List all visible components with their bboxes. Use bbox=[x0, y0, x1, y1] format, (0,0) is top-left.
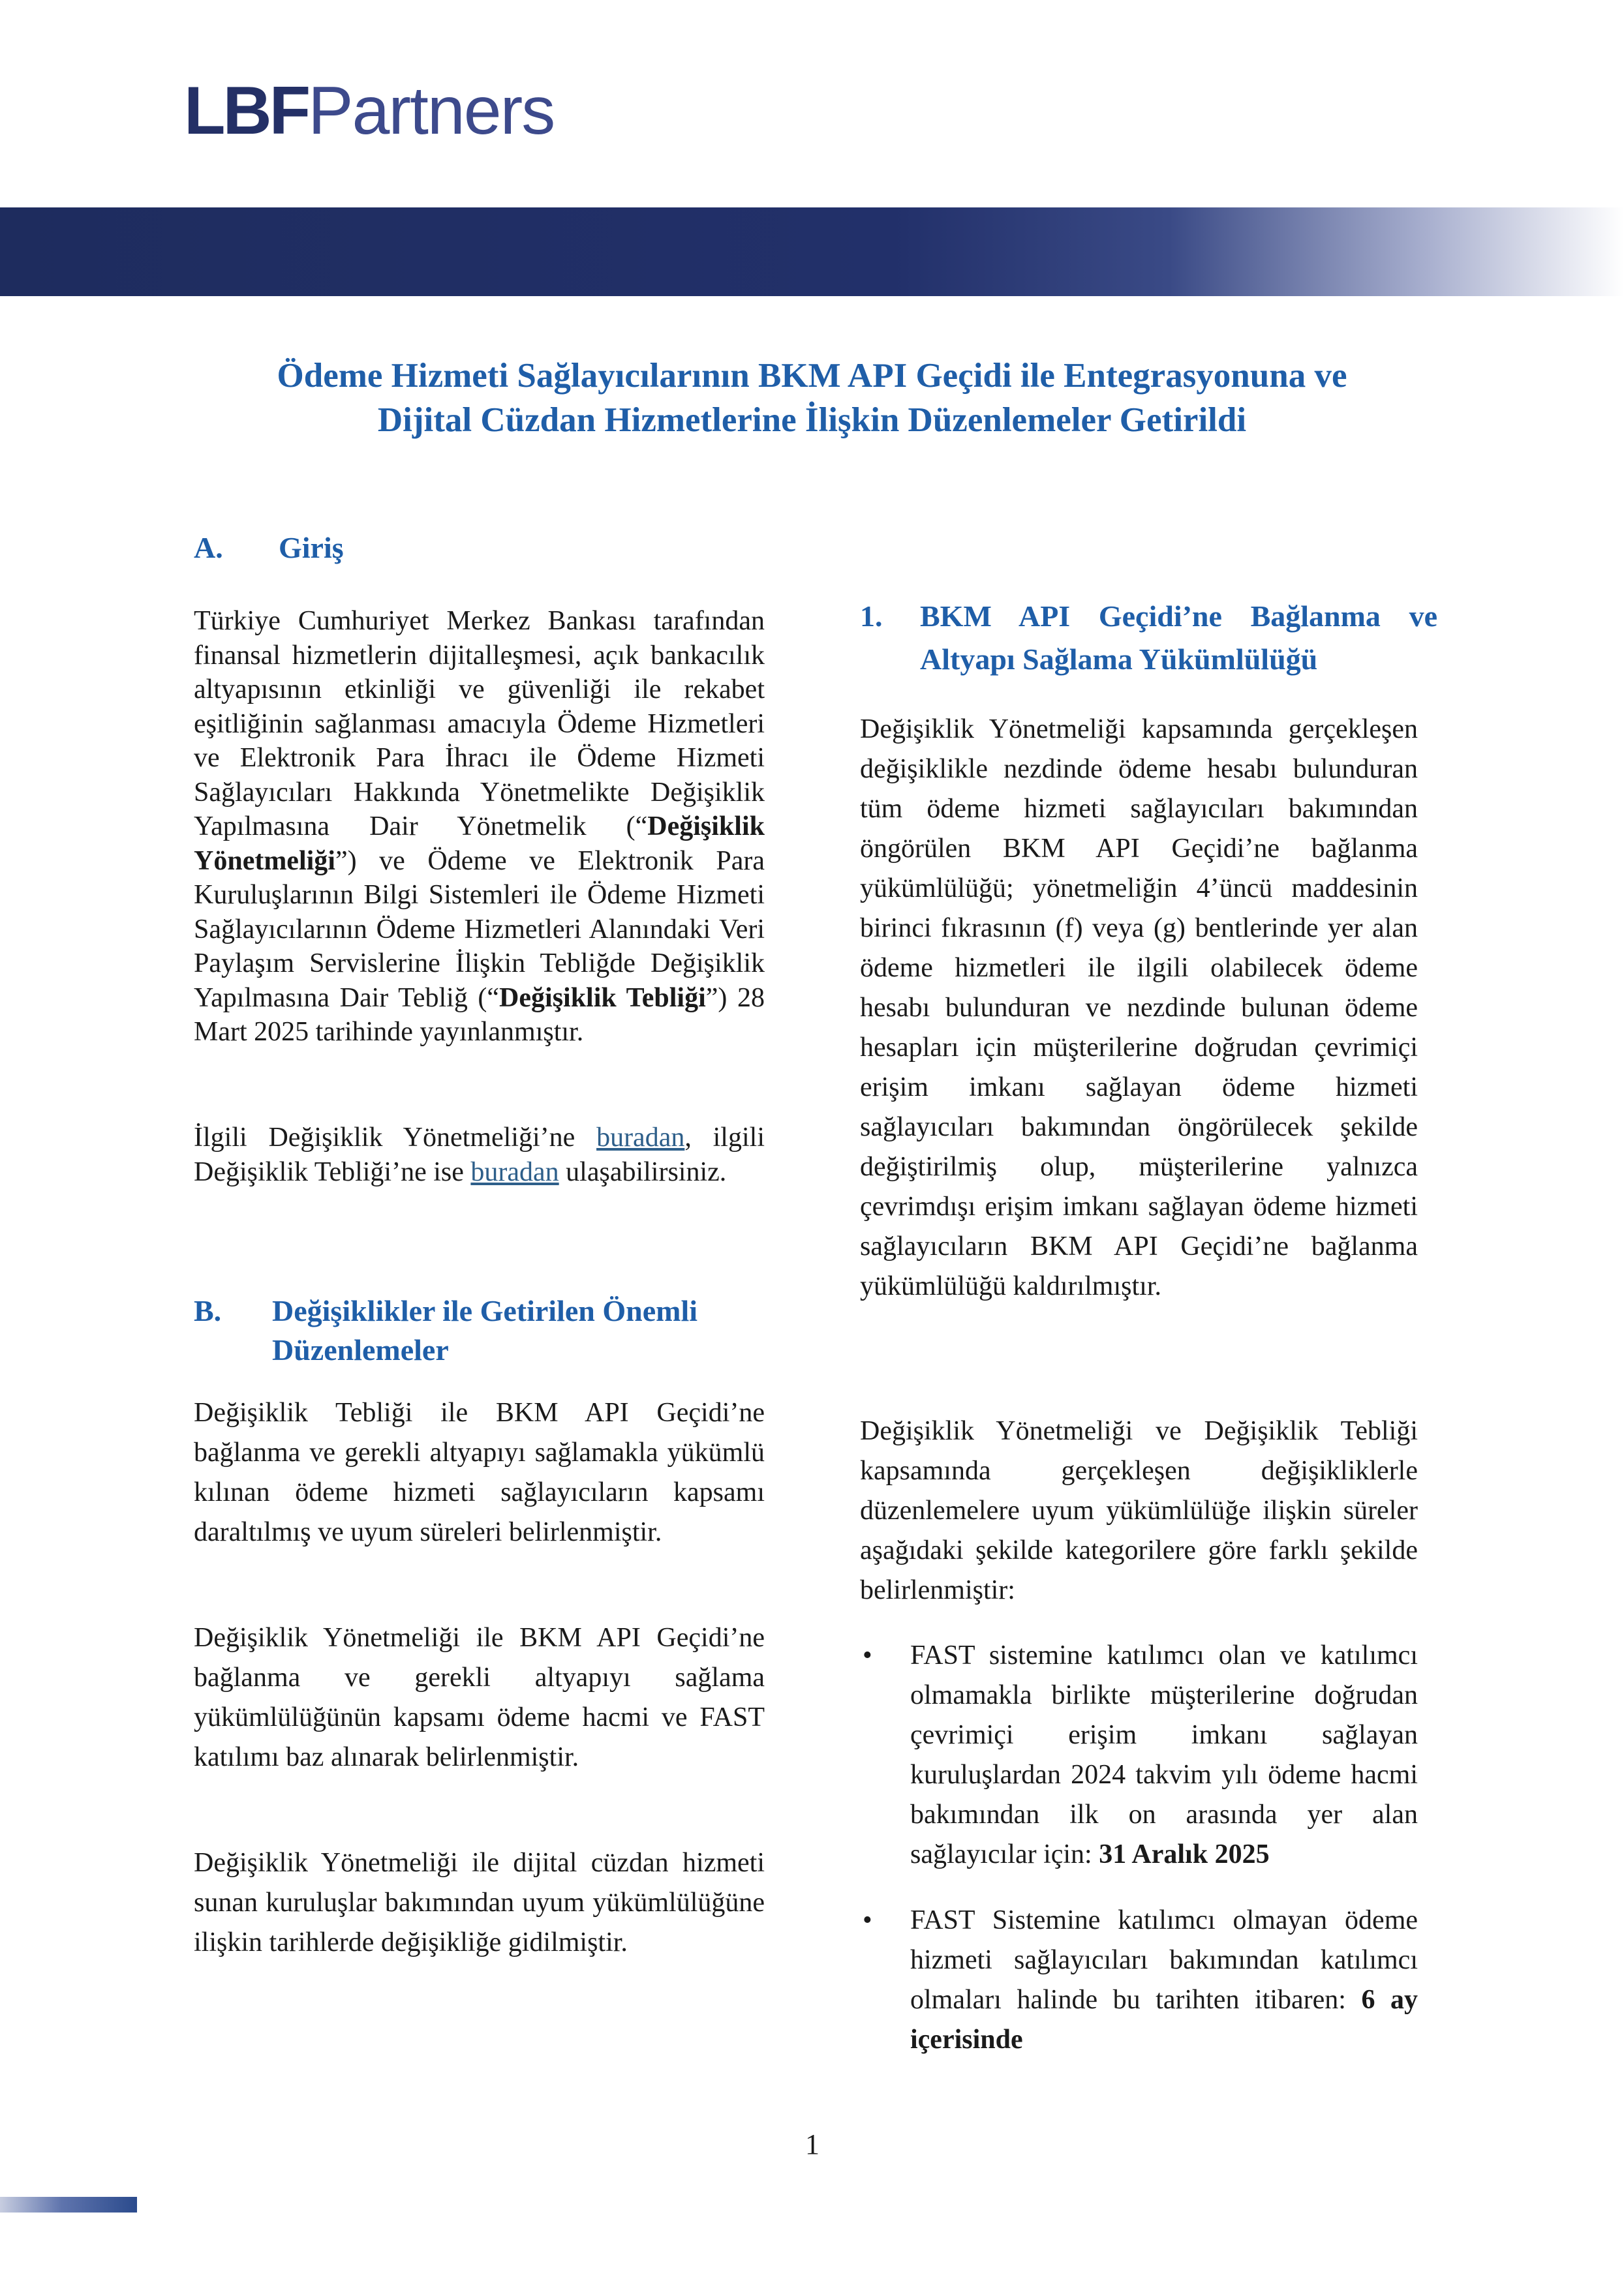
section-1-heading bbox=[860, 595, 1437, 681]
regulation-link[interactable]: buradan bbox=[596, 1123, 685, 1153]
section-b-paragraph-3: Değişiklik Yönetmeliği ile dijital cüzdan hizmeti sunan kuruluşlar bakımından uyum yükümlülüğüne ilişkin tarihlerde değişikliğe gidilmiştir. bbox=[194, 1848, 765, 1957]
communique-link[interactable]: buradan bbox=[470, 1156, 559, 1187]
bullet-icon: • bbox=[863, 1640, 872, 1670]
list-item: • FAST Sistemine katılımcı olmayan ödeme hizmeti sağlayıcıları bakımından katılımcı olmaları halinde bu tarihten itibaren: 6 ay içerisinde bbox=[910, 1901, 1418, 2060]
header-banner bbox=[0, 207, 1624, 296]
links-paragraph: İlgili Değişiklik Yönetmeliği’ne buradan, ilgili Değişiklik Tebliği’ne ise buradan ulaşabilirsiniz. bbox=[194, 1123, 765, 1187]
footer-bar bbox=[0, 2197, 137, 2213]
bullet-icon: • bbox=[863, 1905, 872, 1935]
section-a-number: A. bbox=[194, 531, 223, 564]
section-b-title: Değişiklikler ile Getirilen Önemli Düzenlemeler bbox=[272, 1294, 698, 1367]
section-1-paragraph-1: Değişiklik Yönetmeliği kapsamında gerçekleşen değişiklikle nezdinde ödeme hesabı bulunduran tüm ödeme hizmeti sağlayıcıları bakımından öngörülen BKM API Geçidi’ne bağlanma yükümlülüğü; yönetmeliğin 4’üncü maddesinin birinci fıkrasının (f) veya (g) bentlerinde yer alan ödeme hizmetleri ile ilgili olabilecek ödeme hesabı bulunduran ve nezdinde bulunan ödeme hesapları için müşterilerine doğrudan çevrimiçi erişim imkanı sağlayan ödeme hizmeti sağlayıcıları bakımından öngörülecek şekilde değiştirilmiş olup, müşterilerine yalnızca çevrimdışı erişim imkanı sağlayan ödeme hizmeti sağlayıcıların BKM API Geçidi’ne bağlanma yükümlülüğü kaldırılmıştır. bbox=[860, 714, 1418, 1301]
section-1-paragraph-2: Değişiklik Yönetmeliği ve Değişiklik Tebliği kapsamında gerçekleşen değişikliklerle düzenlemelere uyum yükümlülüğe ilişkin süreler aşağıdaki şekilde kategorilere göre farklı şekilde belirlenmiştir: bbox=[860, 1416, 1418, 1605]
document-title bbox=[144, 354, 1480, 442]
list-item: • FAST sistemine katılımcı olan ve katılımcı olmamakla birlikte müşterilerine doğrudan çevrimiçi erişim imkanı sağlayan kuruluşlardan 2024 takvim yılı ödeme hacmi bakımından ilk on arasında yer alan sağlayıcılar için: 31 Aralık 2025 bbox=[910, 1636, 1418, 1875]
section-b-paragraph-2: Değişiklik Yönetmeliği ile BKM API Geçidi’ne bağlanma ve gerekli altyapıyı sağlama yükümlülüğünün kapsamı ödeme hacmi ve FAST katılımı baz alınarak belirlenmiştir. bbox=[194, 1623, 765, 1772]
title-line-2: Dijital Cüzdan Hizmetlerine İlişkin Düzenlemeler Getirildi bbox=[377, 401, 1247, 439]
intro-paragraph: Türkiye Cumhuriyet Merkez Bankası tarafından finansal hizmetlerin dijitalleşmesi, açık bankacılık altyapısının etkinliği ve güvenliği ile rekabet eşitliğinin sağlanması amacıyla Ödeme Hizmetleri ve Elektronik Para İhracı ile Ödeme Hizmeti Sağlayıcıları Hakkında Yönetmelikte Değişiklik Yapılmasına Dair Yönetmelik (“Değişiklik Yönetmeliği”) ve Ödeme ve Elektronik Para Kuruluşlarının Bilgi Sistemleri ile Ödeme Hizmeti Sağlayıcılarının Ödeme Hizmetleri Alanındaki Veri Paylaşım Servislerine İlişkin Tebliğde Değişiklik Yapılmasına Dair Tebliğ (“Değişiklik Tebliği”) 28 Mart 2025 tarihinde yayınlanmıştır. bbox=[194, 606, 765, 1047]
page-number: 1 bbox=[805, 2128, 820, 2160]
section-a-title: Giriş bbox=[279, 531, 344, 564]
company-logo: LBFPartners bbox=[184, 73, 555, 149]
section-b-paragraph-1: Değişiklik Tebliği ile BKM API Geçidi’ne bağlanma ve gerekli altyapıyı sağlamakla yükümlü kılınan ödeme hizmeti sağlayıcıların kapsamı daraltılmış ve uyum süreleri belirlenmiştir. bbox=[194, 1398, 765, 1547]
title-line-1: Ödeme Hizmeti Sağlayıcılarının BKM API Geçidi ile Entegrasyonuna ve bbox=[277, 357, 1347, 395]
section-b-number: B. bbox=[194, 1294, 222, 1327]
section-b-heading bbox=[194, 1292, 765, 1370]
section-1-title: BKM API Geçidi’ne Bağlanma ve Altyapı Sağlama Yükümlülüğü bbox=[920, 599, 1437, 676]
section-1-number: 1. bbox=[860, 599, 883, 633]
